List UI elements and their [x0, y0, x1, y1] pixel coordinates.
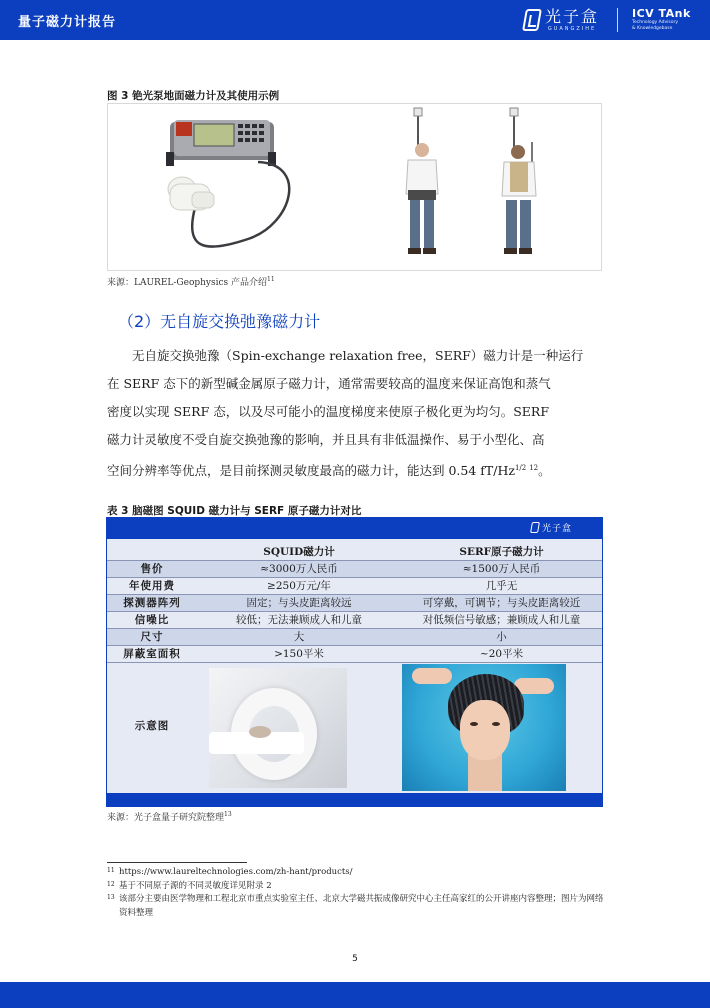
table-image-row [107, 662, 602, 793]
icv-tag-2: & Knowledgebase [632, 25, 673, 31]
table-3-source: 来源：光子盒量子研究院整理$^{13}$ [107, 811, 232, 823]
brand-cn: 光子盒 [545, 7, 600, 26]
footnote: 11 https://www.laureltechnologies.com/zh-hant/products/ [107, 866, 607, 880]
table-row: 探测器阵列 固定；与头皮距离较远 可穿戴，可调节；与头皮距离较近 [107, 595, 602, 612]
body-paragraph [107, 342, 602, 482]
table-logo: 光子盒 [531, 521, 572, 534]
serf-wearable-image [402, 664, 566, 791]
header-serf: SERF原子磁力计 [459, 546, 544, 558]
header-divider [617, 8, 618, 32]
header-squid: SQUID磁力计 [263, 546, 335, 558]
footnote-link[interactable]: https://www.laureltechnologies.com/zh-hant/products/ [119, 867, 353, 877]
paragraph-line-last: 空间分辨率等优点，是目前探测灵敏度最高的磁力计，能达到 0.54 $fT/Hz^{1/2}$ $^{12}$。 [107, 463, 551, 479]
image-row-label: 示意图 [134, 720, 170, 732]
paragraph-line: 磁力计灵敏度不受自旋交换弛豫的影响，并且具有非低温操作、易于小型化、高 [107, 432, 545, 447]
person-back-icon [502, 108, 536, 254]
table-row: 信噪比 较低；无法兼顾成人和儿童 对低频信号敏感；兼顾成人和儿童 [107, 612, 602, 629]
page-footer [0, 982, 710, 1008]
report-title: 量子磁力计报告 [18, 15, 117, 30]
magnetometer-console-icon [166, 120, 276, 166]
magnetometer-illustration [108, 104, 601, 270]
sensor-icon [168, 177, 214, 210]
icv-tag-1: Technology Advisory [632, 20, 679, 25]
table-header-row [107, 544, 602, 561]
brand-en: GUANGZIHE [547, 26, 597, 32]
section-heading: （2）无自旋交换弛豫磁力计 [118, 312, 321, 331]
guangzihe-logo [524, 6, 599, 34]
paragraph-line: 无自旋交换弛豫（Spin-exchange relaxation free，SERF）磁力计是一种运行 [132, 348, 584, 363]
figure-3-source: 来源：LAUREL-Geophysics 产品介绍$^{11}$ [107, 276, 275, 288]
squid-meg-image [209, 668, 347, 788]
paragraph-line: 密度以实现 SERF 态，以及尽可能小的温度梯度来使原子极化更为均匀。SERF [107, 404, 549, 419]
page-header [0, 0, 710, 40]
guangzihe-logo-icon [522, 9, 542, 31]
paragraph-line: 在 SERF 态下的新型碱金属原子磁力计，通常需要较高的温度来保证高饱和蒸气 [107, 376, 551, 391]
icv-name: ICV TAnk [632, 7, 691, 20]
icv-tank-logo [632, 7, 691, 31]
footnote-rule [107, 862, 247, 863]
footnote: 13 该部分主要由医学物理和工程北京市重点实验室主任、北京大学磁共振成像研究中心主任高家红的公开讲座内容整理；图片为网络资料整理 [107, 894, 604, 918]
table-3-caption: 表 3 脑磁图 SQUID 磁力计与 SERF 原子磁力计对比 [107, 505, 362, 517]
page-number: 5 [352, 954, 358, 964]
figure-3-caption: 图 3 铯光泵地面磁力计及其使用示例 [107, 90, 280, 102]
guangzihe-logo-icon [530, 522, 540, 533]
table-row: 年使用费 ≥250万元/年 几乎无 [107, 578, 602, 595]
table-row: 售价 ≈3000万人民币 ≈1500万人民币 [107, 561, 602, 578]
footnote: 12 基于不同原子源的不同灵敏度详见附录 2 [107, 880, 272, 891]
table-row: 屏蔽室面积 >150平米 ~20平米 [107, 646, 602, 663]
person-front-icon [406, 108, 438, 254]
table-row: 尺寸 大 小 [107, 629, 602, 646]
footnotes [107, 866, 607, 920]
figure-3-image [107, 103, 602, 271]
